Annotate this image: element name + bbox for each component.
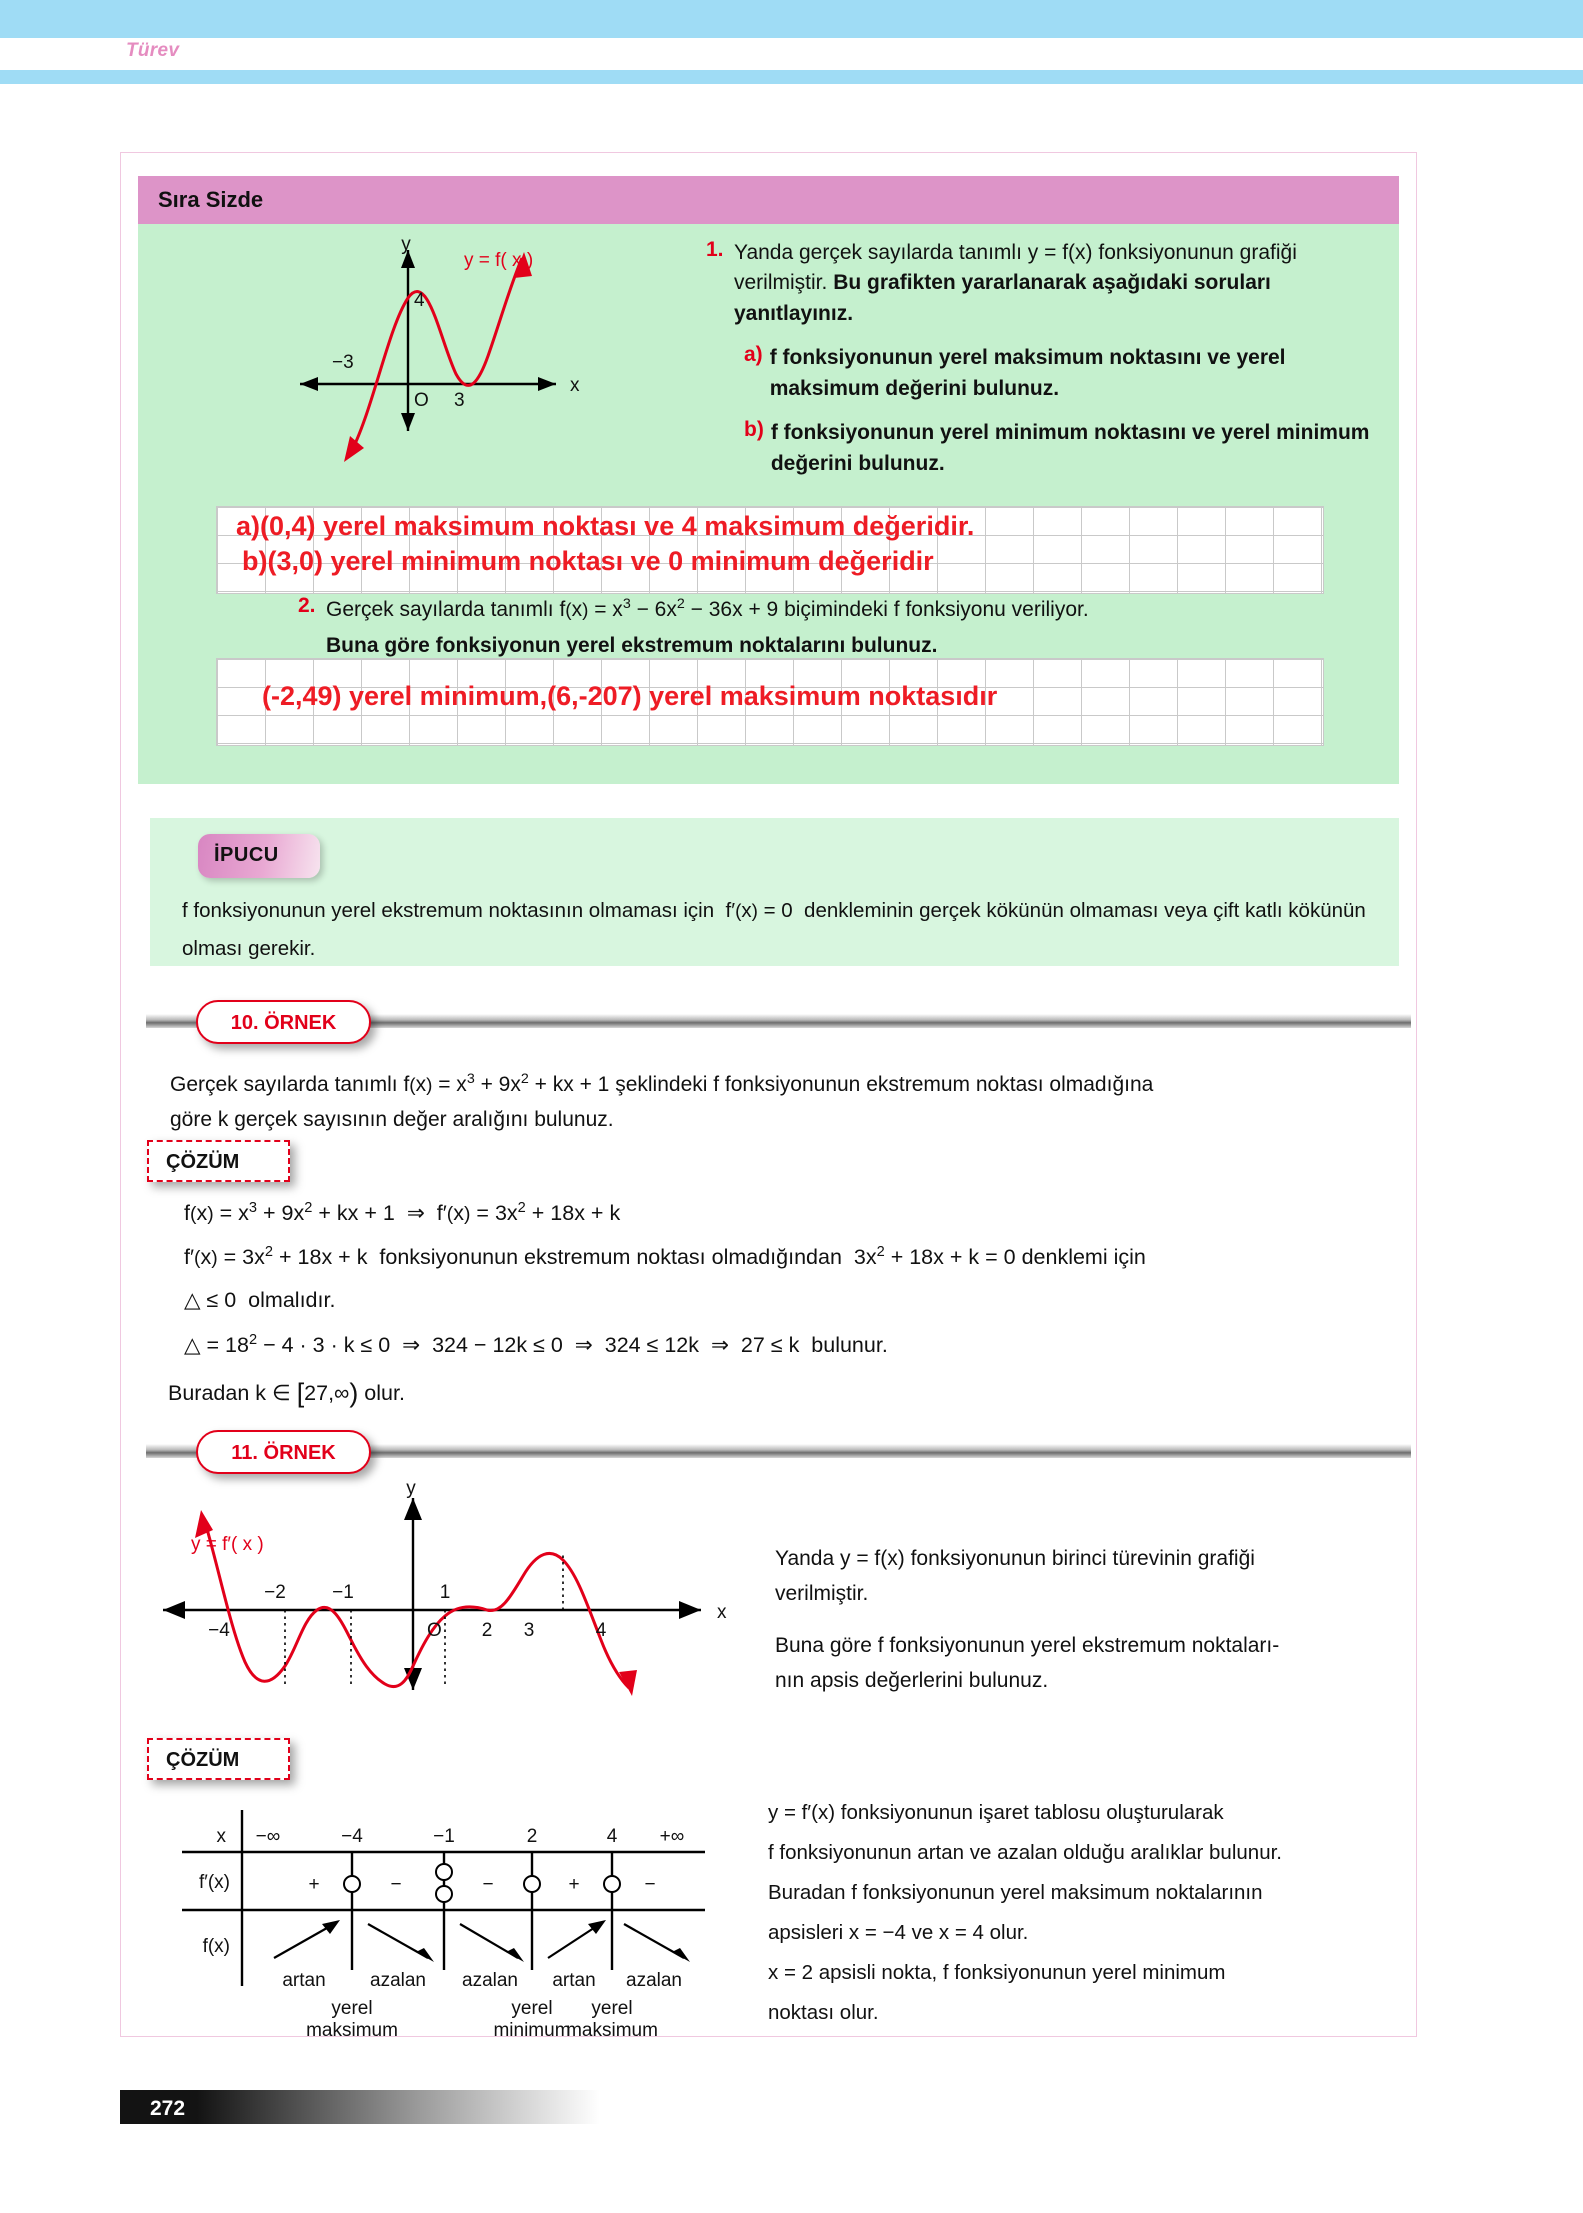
ornek-11-header [146,1430,1411,1474]
sign-minus-2: − [482,1874,494,1895]
ex11-explain-line1: y = f′(x) fonksiyonunun işaret tablosu oluşturularak [768,1801,1224,1824]
answer-1b-handwritten: b)(3,0) yerel minimum noktası ve 0 minimum değeridir [242,546,934,576]
example11-question-text [775,1542,1415,1699]
graph2-tick-1: 1 [439,1582,451,1603]
page-number-bar [120,2090,600,2124]
sign-x-neg1: −1 [433,1826,455,1847]
ornek-10-badge-label: 10. ÖRNEK [230,1012,337,1034]
graph2-tick-2: 2 [481,1620,493,1641]
mono-label-1: artan [282,1970,326,1991]
ex11-explain-line4: apsisleri x = −4 ve x = 4 olur. [768,1920,1029,1944]
sign-x-4: 4 [606,1826,618,1847]
sign-table [150,1800,730,2041]
graph1-origin: O [414,390,429,411]
header-top-band [0,0,1583,38]
ornek-10-badge [196,1000,371,1044]
ex10-step-5: Buradan k ∈ [27,∞) olur. [168,1378,405,1408]
answer-1a-handwritten: a)(0,4) yerel maksimum noktası ve 4 maksimum değeridir. [236,511,975,541]
cozum-tag-11-label: ÇÖZÜM [166,1749,240,1771]
sira-sizde-box [138,176,1399,784]
ornek-10-header [146,1000,1411,1044]
root-circle-neg1-upper [436,1864,452,1880]
mono-label-5: azalan [626,1970,682,1991]
sira-sizde-title-bar [138,176,1399,224]
ex11-explain-line5: x = 2 apsisli nokta, f fonksiyonunun yerel minimum [768,1960,1226,1984]
graph2-origin: O [427,1620,442,1641]
ex11-text-line3: Buna göre f fonksiyonunun yerel ekstremum noktaları- [775,1634,1280,1658]
graph1-tick-neg3: −3 [332,352,354,373]
ex11-explain-line3: Buradan f fonksiyonunun yerel maksimum noktalarının [768,1880,1263,1904]
graph2-tick-neg1: −1 [332,1582,354,1603]
header-bottom-band [0,70,1583,84]
mono-label-3: azalan [462,1970,518,1991]
ipucu-badge-label: İPUCU [214,844,279,866]
ex11-text-line2: verilmiştir. [775,1581,869,1605]
ipucu-badge [198,834,320,878]
ex10-q-line2: göre k gerçek sayısının değer aralığını bulunuz. [170,1107,614,1131]
page-number: 272 [150,2097,186,2120]
root-circle-neg1-lower [436,1886,452,1902]
question-2-body [326,594,1089,625]
q2-line2-bold: Buna göre fonksiyonun yerel ekstremum noktalarını bulunuz. [326,634,938,658]
sign-minus-3: − [644,1874,656,1895]
graph1-tick-y4: 4 [414,290,425,311]
section-label: Türev [126,40,180,61]
root-circle-2 [524,1876,540,1892]
ipucu-box [150,818,1399,966]
ex11-text-line1: Yanda y = f(x) fonksiyonunun birinci türevinin grafiği [775,1547,1255,1570]
sign-plus-2: + [568,1874,580,1895]
q1-line2-plain: verilmiştir. [734,271,828,295]
graph1-curve-label: y = f( x ) [464,250,534,271]
graph1-tick-3: 3 [454,390,465,411]
question-1-number: 1. [706,238,724,261]
question-1-body [734,238,1386,329]
question-1b-text: f fonksiyonunun yerel minimum noktasını ve yerel minimum değerini bulunuz. [770,421,1370,475]
question-1b [706,418,1386,479]
graph1-ylabel: y [401,234,411,255]
question-2-number: 2. [298,594,316,617]
sign-plus-1: + [308,1874,320,1895]
answer-2-handwritten: (-2,49) yerel minimum,(6,-207) yerel maksimum noktasıdır [262,681,998,711]
cozum-tag-10 [147,1140,290,1182]
ipucu-text-part1: f fonksiyonunun yerel ekstremum noktasının olmaması için [182,899,715,922]
sign-x-neginf: −∞ [255,1826,281,1847]
question-1a-text: f fonksiyonunun yerel maksimum noktasını ve yerel maksimum değerini bulunuz. [769,346,1286,400]
ipucu-text-math: f′(x) = 0 [719,899,799,922]
ex10-step-4: △ = $18^2 - 4 \cdot 3 \cdot k \le 0$ ⇒ 324 − 12k ≤ 0 ⇒ 324 ≤ 12k ⇒ 27 ≤ k bulunur. [184,1332,888,1358]
example11-explanation [768,1793,1408,2033]
sign-row-label-x: x [216,1826,226,1847]
question-2 [298,594,1373,662]
graph2-curve-label: y = f′( x ) [191,1534,264,1555]
sign-x-2: 2 [526,1826,538,1847]
graph1-xlabel: x [570,375,580,396]
mono-label-4: artan [552,1970,596,1991]
ornek-11-badge-label: 11. ÖRNEK [231,1442,336,1464]
q2-line1-a: Gerçek sayılarda tanımlı [326,598,554,621]
cozum-tag-10-label: ÇÖZÜM [166,1151,240,1173]
extremum-3-line1: yerel [591,1998,633,2019]
sign-x-posinf: +∞ [659,1826,685,1847]
ex10-q-math: $f(x) = x^3 + 9x^2$ + kx + 1 [403,1071,610,1096]
ex10-q-b: şeklindeki f fonksiyonunun ekstremum noktası olmadığına [615,1073,1154,1096]
graph2-tick-neg4: −4 [208,1620,230,1641]
sira-sizde-title: Sıra Sizde [158,187,264,212]
question-1a-label: a) [744,343,763,367]
extremum-2-line1: yerel [511,1998,553,2019]
ex10-step-1: $f(x) = x^3 + 9x^2$ + kx + 1 ⇒ $f'(x) = 3x^2 + 18x + k$ [184,1200,621,1226]
question-1b-label: b) [744,418,764,442]
ipucu-text [182,892,1372,968]
ipucu-text-part2: denkleminin gerçek kökünün olmaması veya çift katlı kökünün olması gerekir. [182,899,1366,960]
extremum-1-line1: yerel [331,1998,373,2019]
graph-fx-cubic [288,236,678,466]
graph-fprime [145,1480,765,1700]
graph2-xlabel: x [717,1602,727,1623]
graph2-tick-3: 3 [523,1620,535,1641]
q1-line1-math: y = f(x) [1027,241,1093,264]
ex11-explain-line2: f fonksiyonunun artan ve azalan olduğu aralıklar bulunur. [768,1840,1282,1864]
q2-line1-math: $f(x) = x^3 - 6x^2 - 36x + 9$ [559,596,779,621]
q1-line1-plain: Yanda gerçek sayılarda tanımlı [734,241,1022,264]
extremum-3-line2: maksimum [566,2020,658,2041]
q2-line1-b: biçimindeki f fonksiyonu veriliyor. [784,598,1089,621]
q1-line2-bold: Bu grafikten yararlanarak aşağıdaki soruları yanıtlayınız. [734,271,1271,325]
ornek-11-badge [196,1430,371,1474]
ex10-step-2: $f'(x) = 3x^2 + 18x + k$ fonksiyonunun ekstremum noktası olmadığından $3x^2 + 18x + k = 0$ denklemi için [184,1244,1146,1270]
example10-question [170,1068,1400,1137]
question-1a [706,343,1386,404]
cozum-tag-11 [147,1738,290,1780]
ex11-explain-line6: noktası olur. [768,2000,879,2024]
q1-line1-rest: fonksiyonunun grafiği [1098,241,1297,264]
question-1 [706,238,1386,479]
ex10-q-a: Gerçek sayılarda tanımlı [170,1073,398,1096]
graph2-tick-neg2: −2 [264,1582,286,1603]
ex10-step-3: △ ≤ 0 olmalıdır. [184,1288,336,1312]
sign-row-label-fprime: f′(x) [199,1872,230,1893]
header-white-band [0,38,1583,70]
sign-x-neg4: −4 [341,1826,363,1847]
mono-label-2: azalan [370,1970,426,1991]
ex11-text-line4: nın apsis değerlerini bulunuz. [775,1668,1049,1692]
extremum-1-line2: maksimum [306,2020,398,2041]
root-circle-4 [604,1876,620,1892]
sign-row-label-f: f(x) [202,1936,230,1957]
graph2-tick-4: 4 [595,1620,607,1641]
root-circle-neg4 [344,1876,360,1892]
graph2-ylabel: y [406,1478,416,1499]
extremum-2-line2: minimum [493,2020,571,2041]
sign-minus-1: − [390,1874,402,1895]
